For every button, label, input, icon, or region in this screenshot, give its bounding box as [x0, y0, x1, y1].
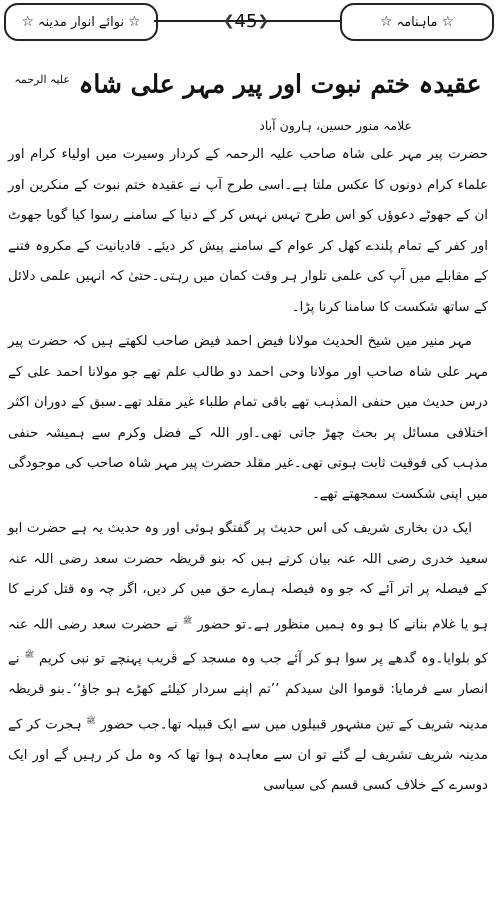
salutation-mark: ﷺ	[24, 650, 35, 660]
page-number-box	[214, 6, 278, 36]
page-number: 45	[234, 10, 258, 32]
paragraph: ایک دن بخاری شریف کی اس حدیث پر گفتگو ہوئی اور وہ حدیث یہ ہے حضرت ابو سعید خدری رضی اللہ عنہ بیان کرتے ہیں کہ بنو قریظہ حضرت سعد رضی اللہ عنہ کے فیصلہ پر اتر آئے کہ جو وہ فیصلہ ہمارے حق میں کر دیں، اگر چہ وہ قتل کرنے کا ہو یا غلام بنانے کا ہو وہ ہمیں منظور ہے۔تو حضور $^ﷺ$ نے حضرت سعد رضی اللہ عنہ کو بلوایا۔وہ گدھے پر سوا ہو کر آئے جب وہ مسجد کے قریب پہنچے تو نبی کریم $^ﷺ$ نے انصار سے فرمایا: قوموا الیٰ سیدکم ’’تم اپنے سردار کیلئے کھڑے ہو جاؤ‘‘۔بنو قریظہ مدینہ شریف کے تین مشہور قبیلوں میں سے ایک قبیلہ تھا۔جب حضور $^ﷺ$ ہجرت کر کے مدینہ شریف تشریف لے گئے تو ان سے معاہدہ ہوا تھا کہ وہ مل کر رہیں گے اور ایک دوسرے کے خلاف کسی قسم کی سیاسی	[8, 521, 488, 794]
page-header	[0, 0, 496, 44]
article-title	[0, 60, 496, 104]
magazine-name-box	[340, 3, 494, 41]
ornament-left-icon: ❮	[222, 13, 235, 29]
article-title-text: عقیدہ ختم نبوت اور پیر مہر علی شاہ	[78, 69, 482, 99]
article-author: علامہ منور حسین، ہارون آباد	[259, 118, 412, 133]
star-icon: ☆	[128, 14, 141, 30]
salutation-mark: ﷺ	[86, 715, 96, 725]
publication-name: نوائے انوار مدینہ	[37, 14, 125, 30]
star-icon: ☆	[21, 14, 34, 30]
salutation-mark: ﷺ	[182, 615, 193, 625]
article-body	[8, 140, 488, 806]
title-honorific: علیہ الرحمہ	[14, 73, 70, 86]
paragraph: مہر منیر میں شیخ الحدیث مولانا فیض احمد فیض صاحب لکھتے ہیں کہ حضرت پیر مہر علی شاہ صاحب اور مولانا وحی احمد دو طالب علم تھے جو مولانا احمد علی کے درس حدیث میں حنفی المذہب تھے باقی تمام طلباء غیر مقلد تھے۔سبق کے دوران اکثر اختلافی مسائل پر بحث چھڑ جاتی تھی۔اور اللہ کے فضل وکرم سے ہمیشہ حنفی مذہب کی فوقیت ثابت ہوتی تھی۔غیر مقلد حضرت پیر مہر شاہ صاحب کی موجودگی میں اپنی شکست سمجھتے تھے۔	[8, 334, 488, 502]
publication-name-box	[4, 3, 158, 41]
star-icon: ☆	[379, 14, 393, 30]
ornament-right-icon: ❯	[257, 13, 270, 29]
paragraph: حضرت پیر مہر علی شاہ صاحب علیہ الرحمہ کے کردار وسیرت میں اولیاء کرام اور علماء کرام دونوں کا عکس ملتا ہے۔اسی طرح آپ نے عقیدہ ختم نبوت کے منکرین اور ان کے جھوٹے دعوؤں کو اس طرح تہس نہس کر کے دنیا کے سامنے رسوا کیا گویا جھوٹ اور کفر کے تمام پلندے کھل کر عوام کے سامنے پیش کر دیئے۔ قادیانیت کے مکروہ فتنے کے مقابلے میں آپ کی علمی تلوار ہر وقت کمان میں رہتی۔حتیٰ کہ انہیں علمی دلائل کے ساتھ شکست کا سامنا کرنا پڑا۔	[8, 147, 488, 315]
magazine-name: ماہنامہ	[396, 14, 438, 30]
star-icon: ☆	[441, 14, 455, 30]
